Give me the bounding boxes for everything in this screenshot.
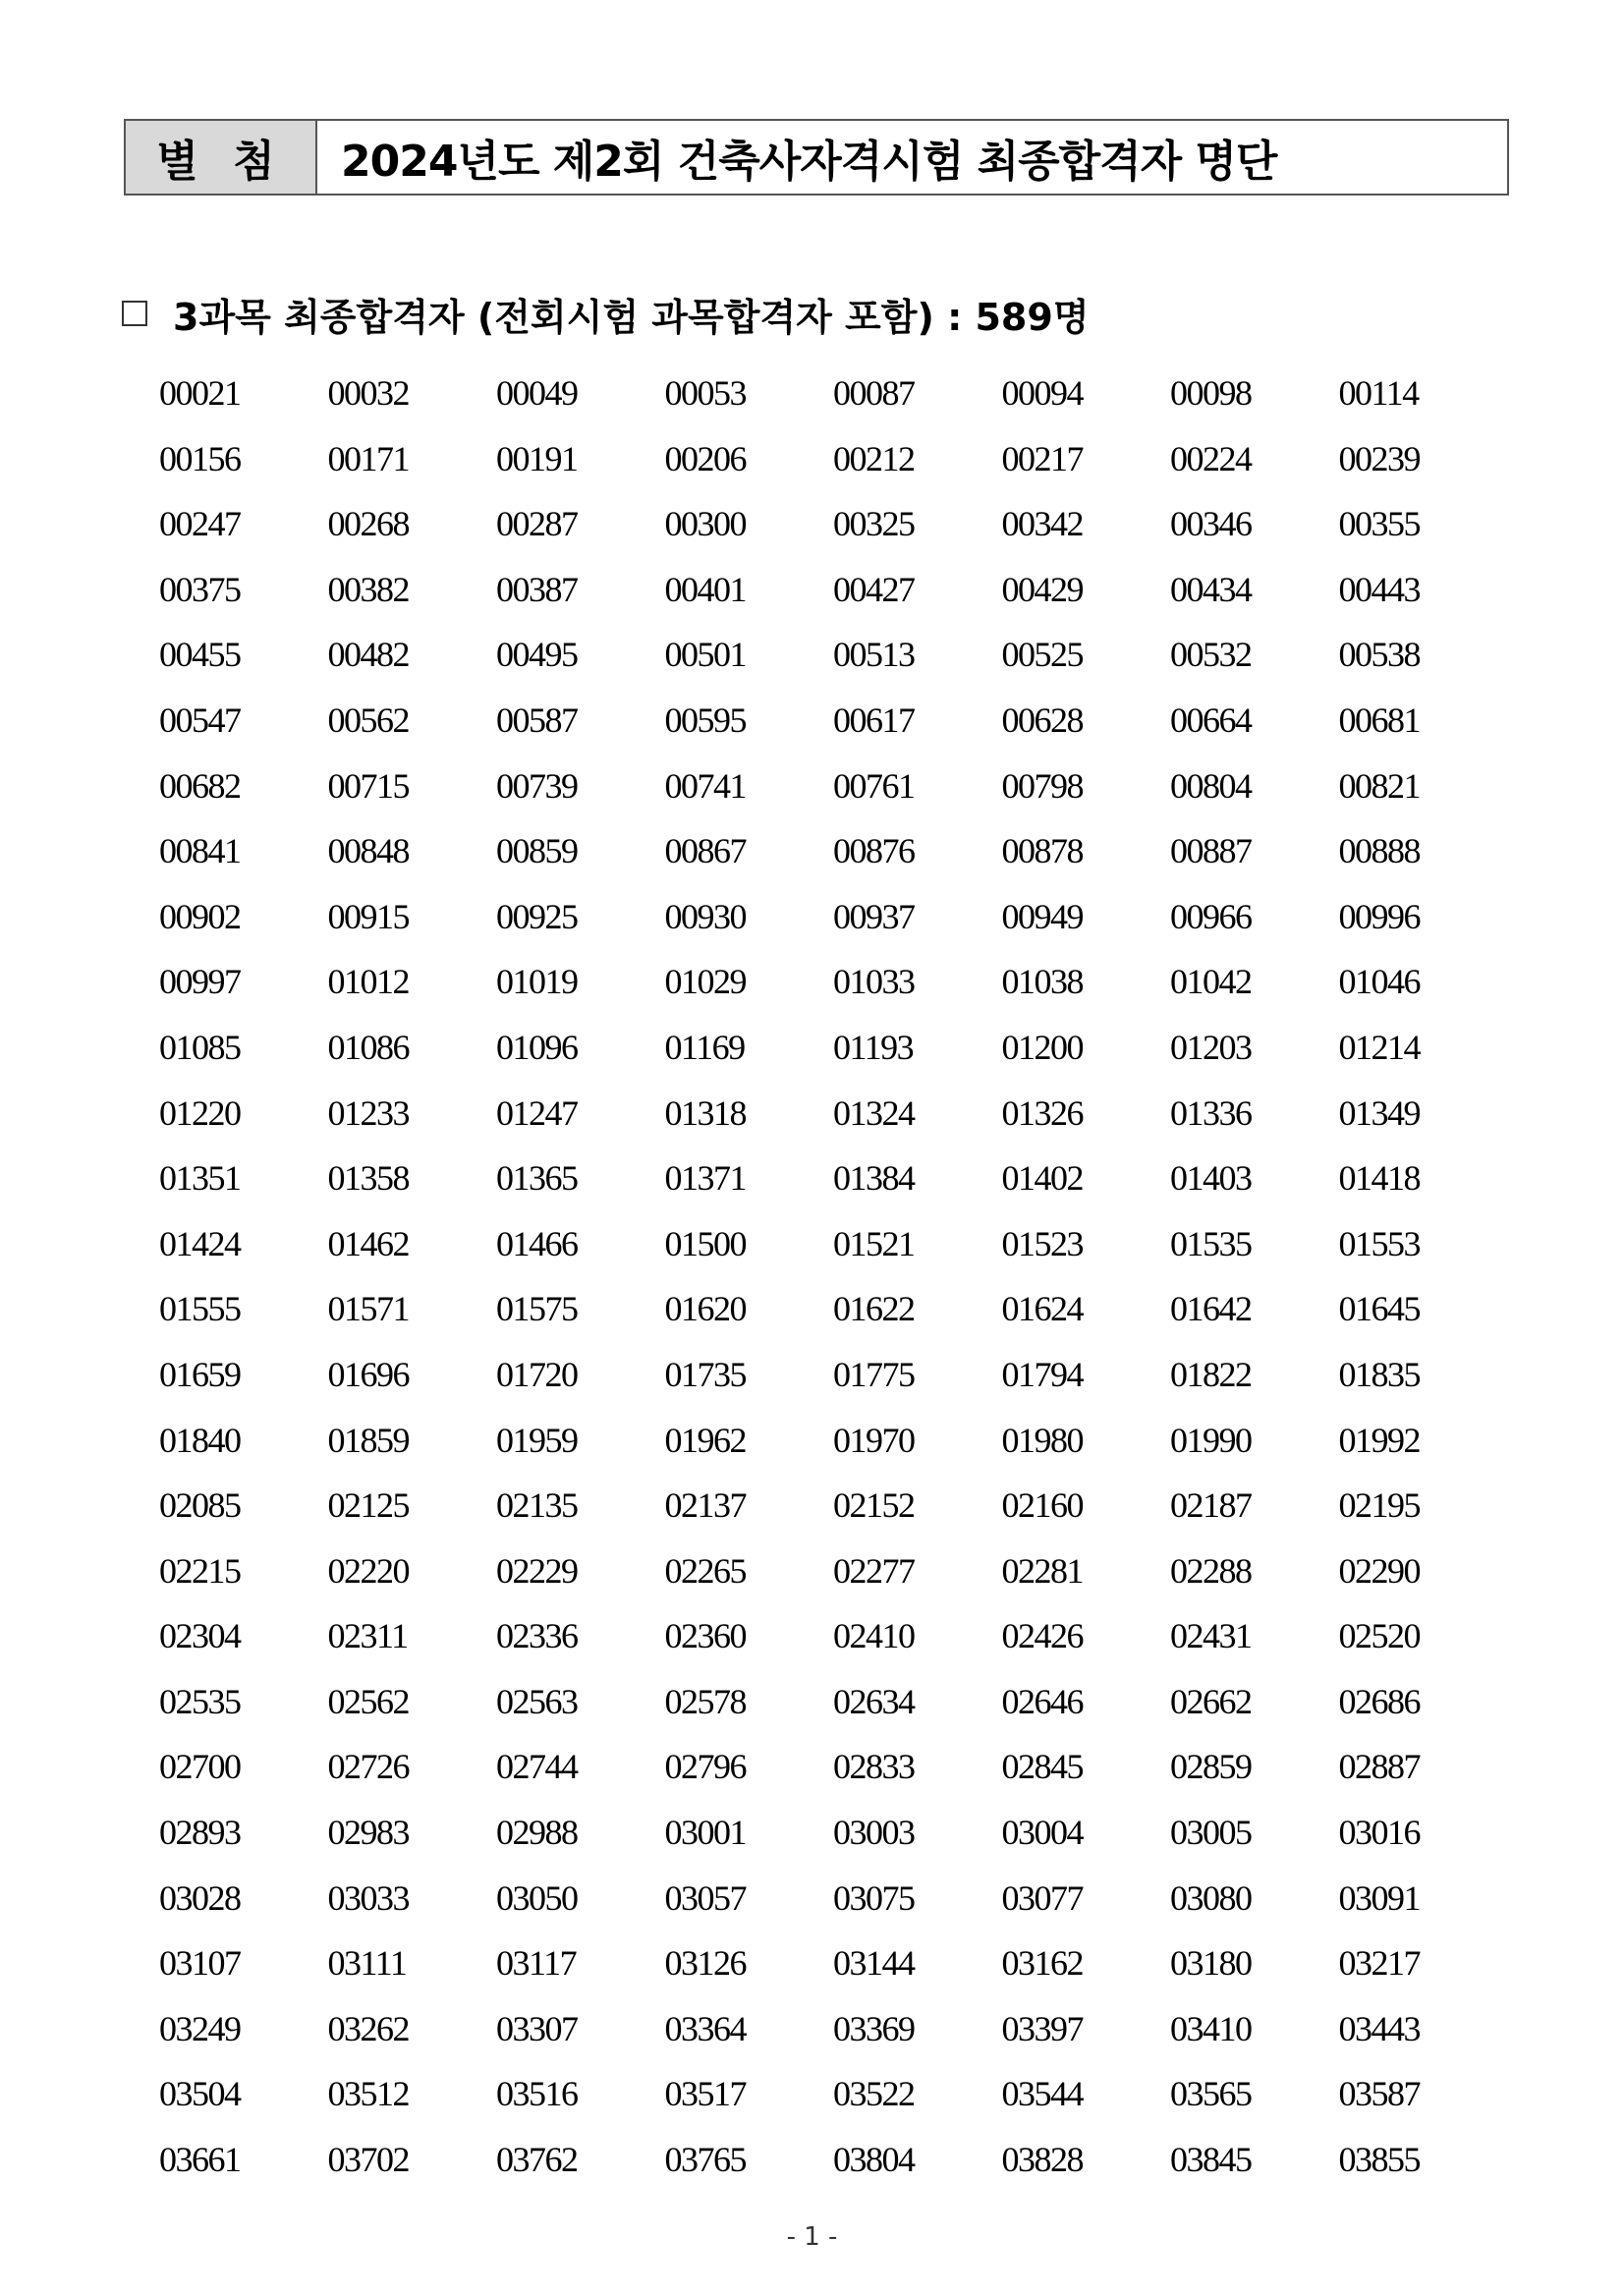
candidate-number: 01555	[159, 1289, 241, 1329]
candidate-number: 03504	[159, 2074, 241, 2114]
candidate-number: 00513	[833, 635, 915, 675]
candidate-number: 01086	[327, 1027, 409, 1067]
candidate-number: 00382	[327, 569, 409, 609]
candidate-number: 01169	[664, 1027, 745, 1067]
candidate-number: 03410	[1170, 2008, 1252, 2048]
candidate-number: 00525	[1001, 635, 1083, 675]
page-title: 2024년도 제2회 건축사자격시험 최종합격자 명단	[341, 137, 1277, 187]
candidate-number: 03544	[1001, 2074, 1083, 2114]
candidate-number: 00206	[664, 438, 746, 478]
candidate-number: 01402	[1001, 1158, 1083, 1199]
candidate-number: 00021	[159, 373, 241, 413]
candidate-number: 00848	[327, 831, 409, 871]
attachment-label: 별 첨	[126, 121, 317, 194]
candidate-number: 00681	[1338, 700, 1420, 740]
candidate-number: 00966	[1170, 896, 1252, 936]
candidate-number: 03516	[496, 2074, 578, 2114]
candidate-number: 02983	[327, 1813, 409, 1853]
candidate-number: 01822	[1170, 1354, 1252, 1394]
candidate-number: 03003	[833, 1813, 915, 1853]
candidate-number: 02135	[496, 1485, 578, 1526]
candidate-number: 00587	[496, 700, 578, 740]
candidate-number: 01096	[496, 1027, 578, 1067]
candidate-number: 00915	[327, 896, 409, 936]
candidate-number: 02726	[327, 1747, 409, 1787]
candidate-number: 03016	[1338, 1813, 1420, 1853]
candidate-number: 01835	[1338, 1354, 1420, 1394]
candidate-number: 02281	[1001, 1550, 1083, 1591]
candidate-number: 00247	[159, 504, 241, 544]
page-number: - 1 -	[786, 2222, 838, 2252]
candidate-number: 02634	[833, 1681, 915, 1721]
candidate-number: 02220	[327, 1550, 409, 1591]
candidate-number: 02744	[496, 1747, 578, 1787]
candidate-number: 03443	[1338, 2008, 1420, 2048]
candidate-number: 03855	[1338, 2140, 1420, 2180]
candidate-number: 00094	[1001, 373, 1083, 413]
candidate-number: 01794	[1001, 1354, 1083, 1394]
candidate-number: 00482	[327, 635, 409, 675]
candidate-number: 03765	[664, 2140, 746, 2180]
candidate-number: 00434	[1170, 569, 1252, 609]
candidate-number: 02152	[833, 1485, 915, 1526]
candidate-number: 01990	[1170, 1420, 1252, 1460]
candidate-number: 01042	[1170, 962, 1252, 1002]
candidate-number: 00595	[664, 700, 746, 740]
candidate-number: 02426	[1001, 1616, 1083, 1656]
candidate-number: 00739	[496, 765, 578, 806]
candidate-number: 03033	[327, 1877, 409, 1918]
candidate-number: 01535	[1170, 1223, 1252, 1263]
candidate-number: 02988	[496, 1813, 578, 1853]
candidate-number: 01642	[1170, 1289, 1252, 1329]
checkbox-icon	[122, 301, 147, 326]
candidate-number: 01424	[159, 1223, 241, 1263]
candidate-number: 01358	[327, 1158, 409, 1199]
candidate-number: 01326	[1001, 1092, 1083, 1133]
candidate-number: 00098	[1170, 373, 1252, 413]
candidate-number: 00532	[1170, 635, 1252, 675]
candidate-number: 00049	[496, 373, 578, 413]
candidate-number: 00053	[664, 373, 746, 413]
candidate-number: 03050	[496, 1877, 578, 1918]
candidate-number: 02125	[327, 1485, 409, 1526]
candidate-number: 01620	[664, 1289, 746, 1329]
candidate-number: 00741	[664, 765, 746, 806]
candidate-number: 02520	[1338, 1616, 1420, 1656]
candidate-number: 01775	[833, 1354, 915, 1394]
candidate-number: 02686	[1338, 1681, 1420, 1721]
candidate-number: 00682	[159, 765, 241, 806]
candidate-number: 00325	[833, 504, 915, 544]
candidate-number: 00804	[1170, 765, 1252, 806]
candidate-number: 01970	[833, 1420, 915, 1460]
candidate-number: 00239	[1338, 438, 1420, 478]
candidate-number: 01962	[664, 1420, 746, 1460]
candidate-number: 03057	[664, 1877, 746, 1918]
candidate-number: 00949	[1001, 896, 1083, 936]
candidate-number: 02288	[1170, 1550, 1252, 1591]
candidate-number: 01371	[664, 1158, 746, 1199]
candidate-number: 03512	[327, 2074, 409, 2114]
candidate-number: 01418	[1338, 1158, 1420, 1199]
candidate-number: 02304	[159, 1616, 241, 1656]
candidate-number: 03028	[159, 1877, 241, 1918]
candidate-number: 03001	[664, 1813, 746, 1853]
candidate-number: 03845	[1170, 2140, 1252, 2180]
candidate-number: 00287	[496, 504, 578, 544]
candidate-number: 01859	[327, 1420, 409, 1460]
candidate-number: 00443	[1338, 569, 1420, 609]
candidate-number: 00495	[496, 635, 578, 675]
candidate-number-grid	[159, 365, 1507, 2198]
candidate-number: 02410	[833, 1616, 915, 1656]
candidate-number: 00375	[159, 569, 241, 609]
candidate-number: 01523	[1001, 1223, 1083, 1263]
candidate-number: 01500	[664, 1223, 746, 1263]
candidate-number: 03180	[1170, 1943, 1252, 1984]
candidate-number: 02229	[496, 1550, 578, 1591]
candidate-number: 01553	[1338, 1223, 1420, 1263]
candidate-number: 00387	[496, 569, 578, 609]
candidate-number: 01247	[496, 1092, 578, 1133]
candidate-number: 00114	[1338, 373, 1419, 413]
candidate-number: 00715	[327, 765, 409, 806]
candidate-number: 02187	[1170, 1485, 1252, 1526]
candidate-number: 00300	[664, 504, 746, 544]
candidate-number: 01046	[1338, 962, 1420, 1002]
candidate-number: 02265	[664, 1550, 746, 1591]
candidate-number: 00617	[833, 700, 915, 740]
candidate-number: 00628	[1001, 700, 1083, 740]
candidate-number: 03762	[496, 2140, 578, 2180]
candidate-number: 01466	[496, 1223, 578, 1263]
candidate-number: 02431	[1170, 1616, 1252, 1656]
candidate-number: 02562	[327, 1681, 409, 1721]
candidate-number: 01659	[159, 1354, 241, 1394]
candidate-number: 03364	[664, 2008, 746, 2048]
candidate-number: 03804	[833, 2140, 915, 2180]
candidate-number: 01575	[496, 1289, 578, 1329]
candidate-number: 01033	[833, 962, 915, 1002]
candidate-number: 01624	[1001, 1289, 1083, 1329]
candidate-number: 03307	[496, 2008, 578, 2048]
candidate-number: 00562	[327, 700, 409, 740]
candidate-number: 01720	[496, 1354, 578, 1394]
candidate-number: 00888	[1338, 831, 1420, 871]
section-heading-text: 3과목 최종합격자 (전회시험 과목합격자 포함) : 589명	[173, 295, 1090, 339]
candidate-number: 01980	[1001, 1420, 1083, 1460]
candidate-number: 03144	[833, 1943, 915, 1984]
candidate-number: 01992	[1338, 1420, 1420, 1460]
title-box	[124, 119, 1509, 196]
candidate-number: 03249	[159, 2008, 241, 2048]
candidate-number: 00087	[833, 373, 915, 413]
candidate-number: 01735	[664, 1354, 746, 1394]
candidate-number: 03111	[327, 1943, 407, 1984]
candidate-number: 02563	[496, 1681, 578, 1721]
candidate-number: 00798	[1001, 765, 1083, 806]
candidate-number: 03162	[1001, 1943, 1083, 1984]
candidate-number: 01203	[1170, 1027, 1252, 1067]
candidate-number: 00429	[1001, 569, 1083, 609]
candidate-number: 02215	[159, 1550, 241, 1591]
candidate-number: 03117	[496, 1943, 577, 1984]
candidate-number: 02796	[664, 1747, 746, 1787]
candidate-number: 00355	[1338, 504, 1420, 544]
candidate-number: 00878	[1001, 831, 1083, 871]
candidate-number: 02662	[1170, 1681, 1252, 1721]
candidate-number: 02195	[1338, 1485, 1420, 1526]
candidate-number: 01200	[1001, 1027, 1083, 1067]
candidate-number: 01038	[1001, 962, 1083, 1002]
candidate-number: 00867	[664, 831, 746, 871]
candidate-number: 01220	[159, 1092, 241, 1133]
candidate-number: 02535	[159, 1681, 241, 1721]
candidate-number: 03397	[1001, 2008, 1083, 2048]
candidate-number: 01029	[664, 962, 746, 1002]
candidate-number: 02336	[496, 1616, 578, 1656]
candidate-number: 02646	[1001, 1681, 1083, 1721]
candidate-number: 02887	[1338, 1747, 1420, 1787]
candidate-number: 03522	[833, 2074, 915, 2114]
candidate-number: 01622	[833, 1289, 915, 1329]
candidate-number: 01462	[327, 1223, 409, 1263]
candidate-number: 00821	[1338, 765, 1420, 806]
candidate-number: 01645	[1338, 1289, 1420, 1329]
candidate-number: 02893	[159, 1813, 241, 1853]
candidate-number: 00902	[159, 896, 241, 936]
candidate-number: 02277	[833, 1550, 915, 1591]
candidate-number: 01384	[833, 1158, 915, 1199]
candidate-number: 00859	[496, 831, 578, 871]
candidate-number: 03661	[159, 2140, 241, 2180]
candidate-number: 02845	[1001, 1747, 1083, 1787]
candidate-number: 00032	[327, 373, 409, 413]
candidate-number: 01571	[327, 1289, 409, 1329]
candidate-number: 00501	[664, 635, 746, 675]
candidate-number: 01365	[496, 1158, 578, 1199]
section-heading	[122, 287, 1090, 340]
candidate-number: 00427	[833, 569, 915, 609]
candidate-number: 03587	[1338, 2074, 1420, 2114]
candidate-number: 02085	[159, 1485, 241, 1526]
candidate-number: 00212	[833, 438, 915, 478]
candidate-number: 03217	[1338, 1943, 1420, 1984]
candidate-number: 00455	[159, 635, 241, 675]
candidate-number: 02360	[664, 1616, 746, 1656]
candidate-number: 02700	[159, 1747, 241, 1787]
candidate-number: 00156	[159, 438, 241, 478]
candidate-number: 03126	[664, 1943, 746, 1984]
candidate-number: 00930	[664, 896, 746, 936]
candidate-number: 03702	[327, 2140, 409, 2180]
candidate-number: 03004	[1001, 1813, 1083, 1853]
candidate-number: 03828	[1001, 2140, 1083, 2180]
candidate-number: 00996	[1338, 896, 1420, 936]
candidate-number: 01351	[159, 1158, 241, 1199]
candidate-number: 01019	[496, 962, 578, 1002]
candidate-number: 03091	[1338, 1877, 1420, 1918]
candidate-number: 00538	[1338, 635, 1420, 675]
candidate-number: 00342	[1001, 504, 1083, 544]
candidate-number: 01214	[1338, 1027, 1420, 1067]
candidate-number: 02833	[833, 1747, 915, 1787]
candidate-number: 01403	[1170, 1158, 1252, 1199]
candidate-number: 01840	[159, 1420, 241, 1460]
candidate-number: 03565	[1170, 2074, 1252, 2114]
candidate-number: 02290	[1338, 1550, 1420, 1591]
candidate-number: 00876	[833, 831, 915, 871]
candidate-number: 01959	[496, 1420, 578, 1460]
candidate-number: 00997	[159, 962, 241, 1002]
candidate-number: 03075	[833, 1877, 915, 1918]
candidate-number: 00761	[833, 765, 915, 806]
candidate-number: 00224	[1170, 438, 1252, 478]
candidate-number: 02859	[1170, 1747, 1252, 1787]
candidate-number: 03005	[1170, 1813, 1252, 1853]
candidate-number: 02311	[327, 1616, 408, 1656]
candidate-number: 00547	[159, 700, 241, 740]
candidate-number: 01193	[833, 1027, 914, 1067]
candidate-number: 02578	[664, 1681, 746, 1721]
candidate-number: 00171	[327, 438, 409, 478]
candidate-number: 00268	[327, 504, 409, 544]
candidate-number: 03077	[1001, 1877, 1083, 1918]
candidate-number: 00925	[496, 896, 578, 936]
candidate-number: 03262	[327, 2008, 409, 2048]
candidate-number: 03517	[664, 2074, 746, 2114]
candidate-number: 01318	[664, 1092, 746, 1133]
candidate-number: 00887	[1170, 831, 1252, 871]
candidate-number: 03369	[833, 2008, 915, 2048]
candidate-number: 01233	[327, 1092, 409, 1133]
candidate-number: 00664	[1170, 700, 1252, 740]
candidate-number: 01012	[327, 962, 409, 1002]
candidate-number: 00841	[159, 831, 241, 871]
candidate-number: 00191	[496, 438, 578, 478]
candidate-number: 01521	[833, 1223, 915, 1263]
candidate-number: 00937	[833, 896, 915, 936]
candidate-number: 02137	[664, 1485, 746, 1526]
candidate-number: 00217	[1001, 438, 1083, 478]
candidate-number: 02160	[1001, 1485, 1083, 1526]
candidate-number: 03080	[1170, 1877, 1252, 1918]
candidate-number: 00346	[1170, 504, 1252, 544]
candidate-number: 01085	[159, 1027, 241, 1067]
candidate-number: 01349	[1338, 1092, 1420, 1133]
candidate-number: 01336	[1170, 1092, 1252, 1133]
candidate-number: 00401	[664, 569, 746, 609]
candidate-number: 03107	[159, 1943, 241, 1984]
candidate-number: 01696	[327, 1354, 409, 1394]
candidate-number: 01324	[833, 1092, 915, 1133]
